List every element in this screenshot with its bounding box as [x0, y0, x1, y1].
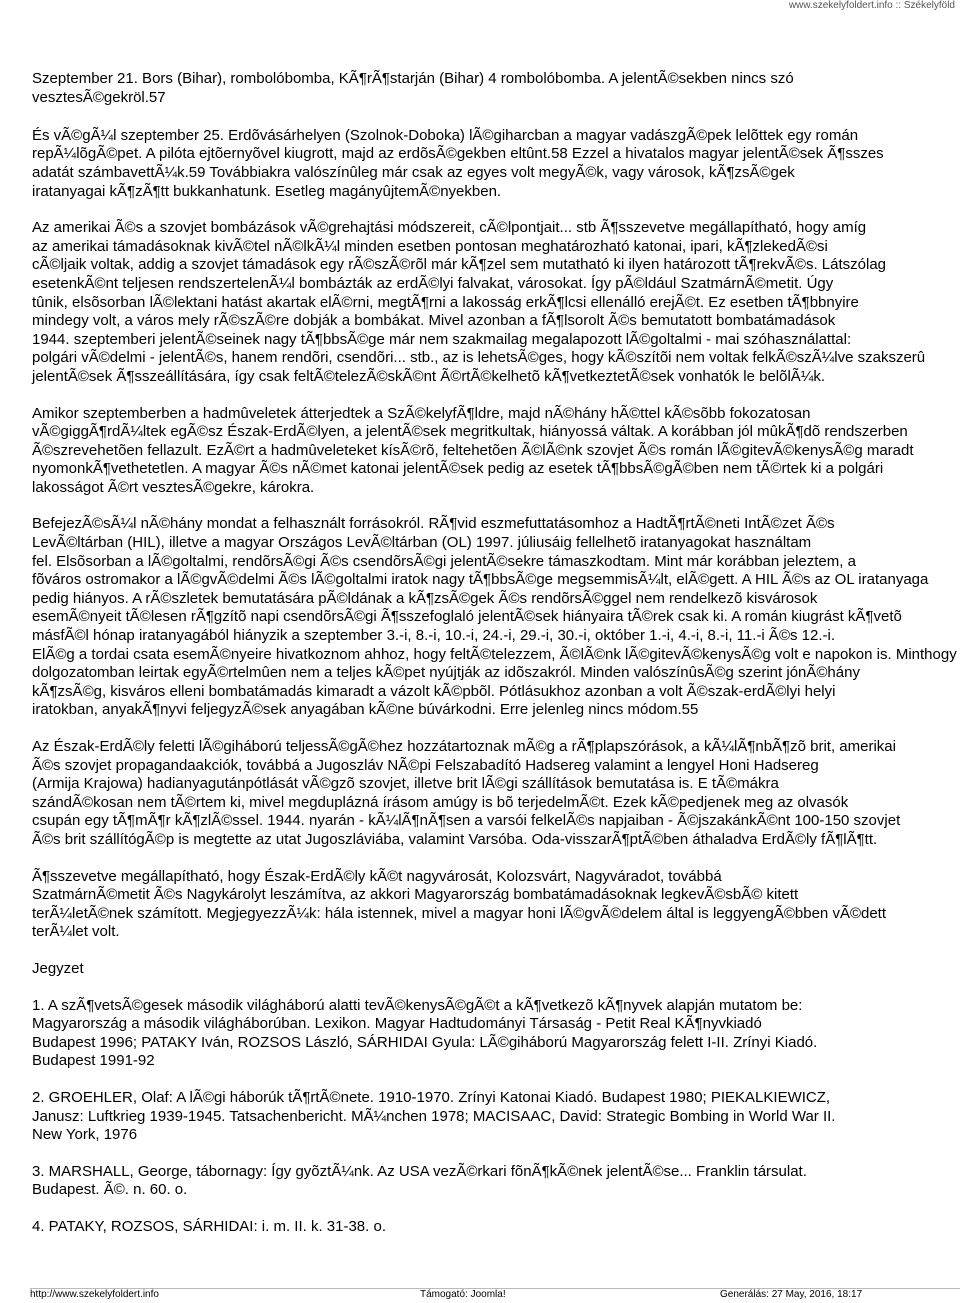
page-footer — [0, 1289, 960, 1301]
site-header: www.szekelyfoldert.info :: Székelyföld — [788, 0, 955, 11]
note-3: 3. MARSHALL, George, tábornagy: Így gyõztÃ¼nk. Az USA vezÃ©rkari fõnÃ¶kÃ©nek jelentÃ©se... Franklin társulat. Budapest. Ã©. n. 60. o. — [32, 1162, 807, 1199]
paragraph-4: Amikor szeptemberben a hadmûveletek átterjedtek a SzÃ©kelyfÃ¶ldre, majd nÃ©hány hÃ©ttel kÃ©sõbb fokozatosan vÃ©giggÃ¶rdÃ¼ltek egÃ©sz Észak-ErdÃ©lyen, a jelentÃ©sek megritkultak, hiányossá váltak. A korábban jól mûkÃ¶dõ rendszerben Ã©szrevehetõen fellazult. EzÃ©rt a hadmûveleteket kísÃ©rõ, feltehetõen Ã©lÃ©nk szovjet Ã©s román lÃ©gitevÃ©kenysÃ©g maradt nyomonkÃ¶vethetetlen. A magyar Ã©s nÃ©met katonai jelentÃ©sek pedig az esetek tÃ¶bbsÃ©gÃ©ben nem tÃ©rtek ki a polgári lakosságot Ã©rt vesztesÃ©gekre, károkra. — [32, 404, 914, 496]
notes-heading: Jegyzet — [32, 959, 84, 977]
paragraph-1: Szeptember 21. Bors (Bihar), rombolóbomba, KÃ¶rÃ¶starján (Bihar) 4 rombolóbomba. A jelentÃ©sekben nincs szó vesztesÃ©gekröl.57 — [32, 70, 794, 106]
article-body — [32, 70, 960, 1236]
paragraph-3: Az amerikai Ã©s a szovjet bombázások vÃ©grehajtási módszereit, cÃ©lpontjait... stb Ã¶sszevetve megállapítható, hogy amíg az amerikai támadásoknak kivÃ©tel nÃ©lkÃ¼l minden esetben pontosan meghatározható katonai, ipari, kÃ¶zlekedÃ©si cÃ©ljaik voltak, addig a szovjet támadások egy rÃ©szÃ©rõl már kÃ¶zel sem mutatható ki ilyen határozott tÃ¶rekvÃ©s. Látszólag esetenkÃ©nt teljesen rendszertelenÃ¼l bombázták az erdÃ©lyi falvakat, városokat. Így pÃ©ldául SzatmárnÃ©metit. Úgy tûnik, elsõsorban lÃ©lektani hatást akartak elÃ©rni, megtÃ¶rni a lakosság erkÃ¶lcsi ellenálló erejÃ©t. Ez esetben tÃ¶bbnyire mindegy volt, a város mely rÃ©szÃ©re dobják a bombákat. Mivel azonban a fÃ¶lsorolt Ã©s bemutatott bombatámadások 1944. szeptemberi jelentÃ©seinek nagy tÃ¶bbsÃ©ge már nem szakmailag megalapozott lÃ©goltalmi - mai szóhasználattal: polgári vÃ©delmi - jelentÃ©s, hanem rendõri, csendõri... stb., az is lehetsÃ©ges, hogy kÃ©szítõi nem voltak felkÃ©szÃ¼lve szakszerû jelentÃ©sek Ã¶sszeállítására, így csak feltÃ©telezÃ©skÃ©nt Ã©rtÃ©kelhetõ kÃ¶vetkeztetÃ©sek vonhatók le belõlÃ¼k. — [32, 219, 926, 385]
note-4: 4. PATAKY, ROZSOS, SÁRHIDAI: i. m. II. k. 31-38. o. — [32, 1217, 386, 1235]
note-1: 1. A szÃ¶vetsÃ©gesek második világháború alatti tevÃ©kenysÃ©gÃ©t a kÃ¶vetkezõ kÃ¶nyvek alapján mutatom be: Magyarország a második világháborúban. Lexikon. Magyar Hadtudományi Társaság - Petit Real KÃ¶nyvkiadó Budapest 1996; PATAKY Iván, ROZSOS László, SÁRHIDAI Gyula: LÃ©giháború Magyarország felett I-II. Zrínyi Kiadó. Budapest 1991-92 — [32, 996, 818, 1070]
footer-url-link[interactable]: http://www.szekelyfoldert.info — [30, 1289, 159, 1300]
note-2: 2. GROEHLER, Olaf: A lÃ©gi háborúk tÃ¶rtÃ©nete. 1910-1970. Zrínyi Katonai Kiadó. Budapest 1980; PIEKALKIEWICZ, Janusz: Luftkrieg 1939-1945. Tatsachenbericht. MÃ¼nchen 1978; MACISAAC, David: Strategic Bombing in World War II. New York, 1976 — [32, 1088, 836, 1144]
paragraph-5: BefejezÃ©sÃ¼l nÃ©hány mondat a felhasznált forrásokról. RÃ¶vid eszmefuttatásomhoz a HadtÃ¶rtÃ©neti IntÃ©zet Ã©s LevÃ©ltárban (HIL), illetve a magyar Országos LevÃ©ltárban (OL) 1997. júliusáig fellelhetõ iratanyagokat használtam fel. Elsõsorban a lÃ©goltalmi, rendõrsÃ©gi Ã©s csendõrsÃ©gi jelentÃ©sekre támaszkodtam. Mint már korábban jeleztem, a fõváros ostromakor a lÃ©gvÃ©delmi Ã©s lÃ©goltalmi iratok nagy tÃ¶bbsÃ©ge megsemmisÃ¼lt, elÃ©gett. A HIL Ã©s az OL iratanyaga pedig hiányos. A rÃ©szletek bemutatására pÃ©ldának a kÃ¶zsÃ©gek Ã©s rendõrsÃ©ggel nem rendelkezõ kisvárosok esemÃ©nyeit tÃ©lesen rÃ¶gzítõ napi csendõrsÃ©gi Ã¶sszefoglaló jelentÃ©sek hiányaira tÃ©rek csak ki. A román kiugrást kÃ¶vetõ másfÃ©l hónap iratanyagából hiányzik a szeptember 3.-i, 8.-i, 10.-i, 24.-i, 29.-i, 30.-i, október 1.-i, 4.-i, 8.-i, 11.-i Ã©s 12.-i. ElÃ©g a tordai csata esemÃ©nyeire hivatkoznom ahhoz, hogy feltÃ©telezzem, Ã©lÃ©nk lÃ©gitevÃ©kenysÃ©g volt e napokon is. Minthogy dolgozatomban leirtak egyÃ©rtelmûen nem a teljes kÃ©pet nyújtják az idõszakról. Minden valószínûsÃ©g szerint jónÃ©hány kÃ¶zsÃ©g, kisváros elleni bombatámadás kimaradt a vázolt kÃ©pbõl. Pótlásukhoz azonban a volt Ã©szak-erdÃ©lyi helyi iratokban, anyakÃ¶nyvi feljegyzÃ©sek anyagában kÃ©ne búvárkodni. Erre jelenleg nincs módom.55 — [32, 515, 957, 719]
footer-generated: Generálás: 27 May, 2016, 18:17 — [720, 1289, 863, 1300]
paragraph-2: És vÃ©gÃ¼l szeptember 25. Erdõvásárhelyen (Szolnok-Doboka) lÃ©giharcban a magyar vadászgÃ©pek lelõttek egy román repÃ¼lõgÃ©pet. A pilóta ejtõernyõvel kiugrott, majd az erdõsÃ©gekben eltûnt.58 Ezzel a hivatalos magyar jelentÃ©sek Ã¶sszes adatát számbavettÃ¼k.59 Továbbiakra valószínûleg már csak az egyes volt megyÃ©k, vagy városok, kÃ¶zsÃ©gek iratanyagai kÃ¶zÃ¶tt bukkanhatunk. Esetleg magányûjtemÃ©nyekben. — [32, 126, 884, 200]
paragraph-7: Ã¶sszevetve megállapítható, hogy Észak-ErdÃ©ly kÃ©t nagyvárosát, Kolozsvárt, Nagyváradot, továbbá SzatmárnÃ©metit Ã©s Nagykárolyt leszámítva, az akkori Magyarország bombatámadásoknak legkevÃ©sbÃ© kitett terÃ¼letÃ©nek számított. MegjegyezzÃ¼k: hála istennek, mivel a magyar honi lÃ©gvÃ©delem által is leggyengÃ©bben vÃ©dett terÃ¼let volt. — [32, 867, 887, 941]
paragraph-6: Az Észak-ErdÃ©ly feletti lÃ©giháború teljessÃ©gÃ©hez hozzátartoznak mÃ©g a rÃ¶plapszórások, a kÃ¼lÃ¶nbÃ¶zõ brit, amerikai Ã©s szovjet propagandaakciók, továbbá a Jugoszláv NÃ©pi Felszabadító Hadsereg valamint a lengyel Honi Hadsereg (Armija Krajowa) hadianyagutánpótlását vÃ©gzõ szovjet, illetve brit lÃ©gi szállítások bemutatása is. E tÃ©mákra szándÃ©kosan nem tÃ©rtem ki, mivel megduplázná írásom amúgy is bõ terjedelmÃ©t. Ezek kÃ©pedjenek meg az olvasók csupán egy tÃ¶mÃ¶r kÃ¶zlÃ©ssel. 1944. nyarán - kÃ¼lÃ¶nÃ¶sen a varsói felkelÃ©s napjaiban - Ã©jszakánkÃ©nt 100-150 szovjet Ã©s brit szállítógÃ©p is megtette az utat Jugoszláviába, valamint Varsóba. Oda-visszarÃ¶ptÃ©ben áthaladva ErdÃ©ly fÃ¶lÃ¶tt. — [32, 738, 901, 848]
footer-support: Támogató: Joomla! — [420, 1289, 506, 1300]
